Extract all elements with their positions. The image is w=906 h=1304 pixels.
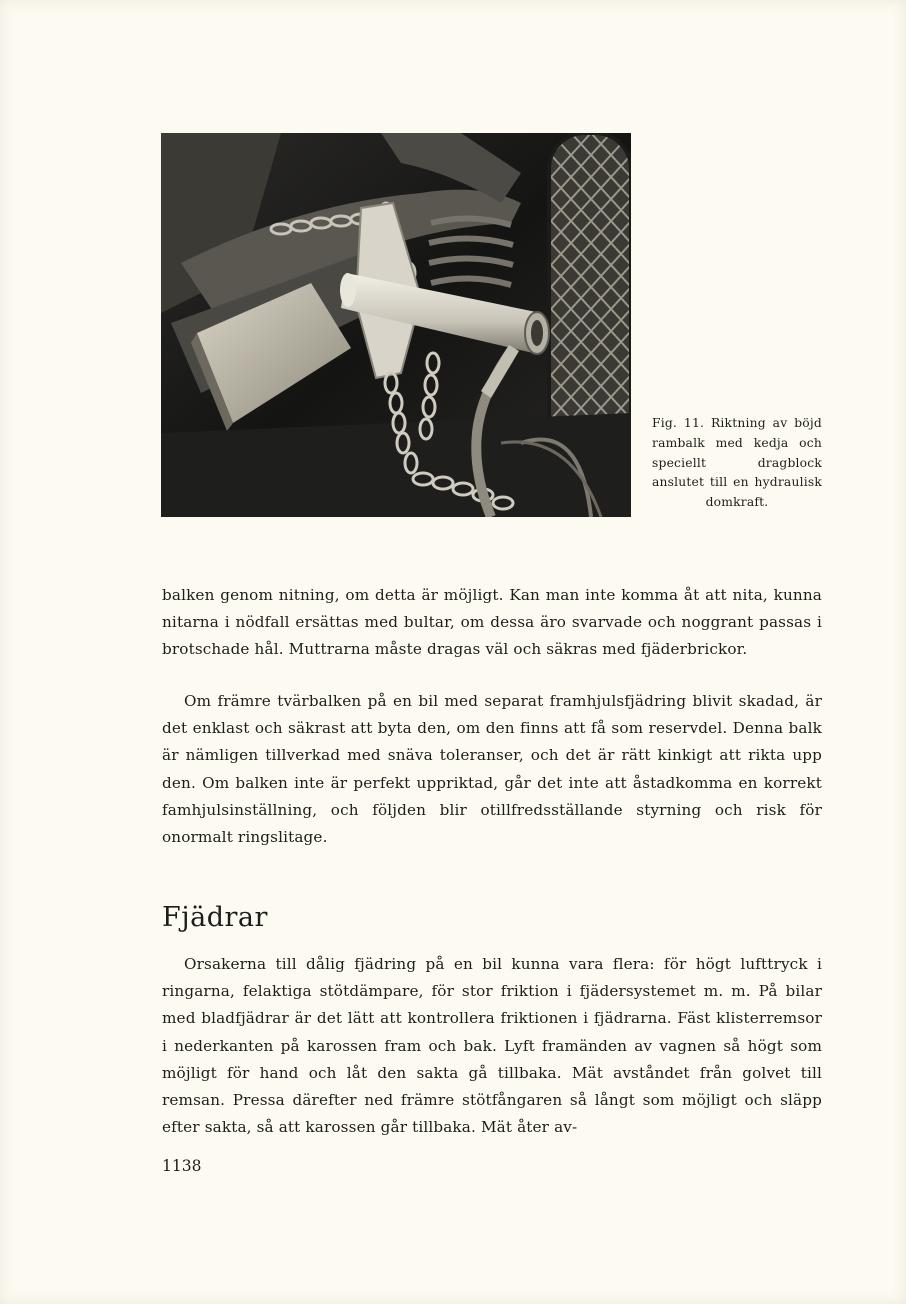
body-paragraph-2: Om främre tvärbalken på en bil med separat framhjulsfjädring blivit skadad, är det enklast och säkrast att byta den, om den finns att få som reservdel. Denna balk är nämligen tillverkad med snäva toleranser, och det är rätt kinkigt att rikta upp den. Om balken inte är perfekt uppriktad, går det inte att åstadkomma en korrekt famhjulsinställning, och följden blir otillfredsställande styrning och risk för onormalt ringslitage. [162,692,822,847]
body-paragraph-1: balken genom nitning, om detta är möjligt. Kan man inte komma åt att nita, kunna nitarna i nödfall ersättas med bultar, om dessa äro svarvade och noggrant passas i brotschade hål. Muttrarna måste dragas väl och säkras med fjäderbrickor. [162,586,822,659]
figure-photo [161,133,631,517]
page-number: 1138 [162,1157,202,1175]
body-paragraph-3: Orsakerna till dålig fjädring på en bil kunna vara flera: för högt lufttryck i ringarna, felaktiga stötdämpare, för stor friktion i fjädersystemet m. m. På bilar med bladfjädrar är det lätt att kontrollera friktionen i fjädrarna. Fäst klisterremsor i nederkanten på karossen fram och bak. Lyft framänden av vagnen så högt som möjligt för hand och låt den sakta gå tillbaka. Mät avståndet från golvet till remsan. Pressa därefter ned främre stötfångaren så långt som möjligt och släpp efter sakta, så att karossen går tillbaka. Mät åter av- [162,955,822,1137]
figure-caption: Fig. 11. Riktning av böjd rambalk med kedja och speciellt dragblock anslutet till en hydraulisk domkraft. [652,416,822,510]
photo-illustration [161,133,631,517]
section-heading: Fjädrar [162,902,268,933]
